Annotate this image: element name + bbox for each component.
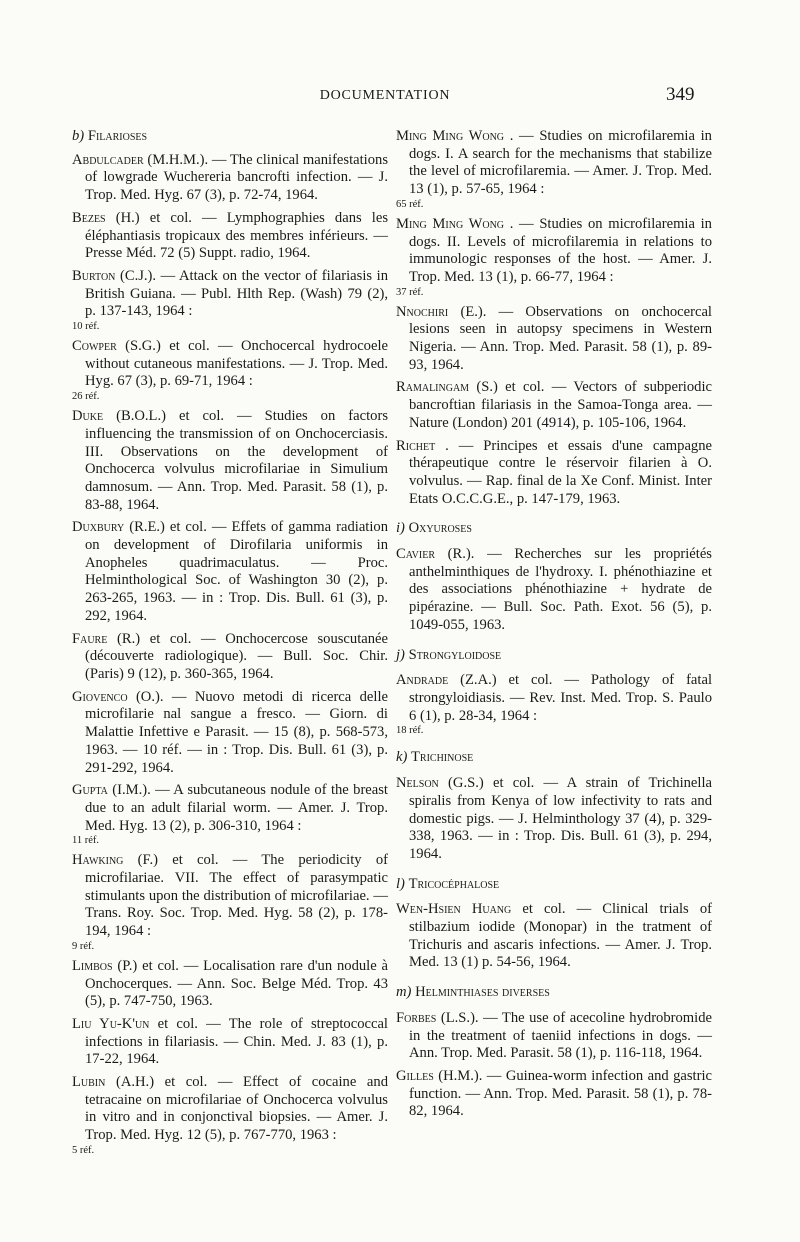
entry-text: (F.) et col. — The periodicity of microfilariae. VII. The effect of parasympatic stimulants upon the distribution of microfilariae. — Trans. Roy. Soc. Trop. Med. Hyg. 58 (2), p. 178-194, 1964 :: [85, 852, 388, 940]
entry-author: Nelson: [396, 775, 439, 792]
entry-author: Bezes: [72, 209, 106, 226]
entry-author: Lubin: [72, 1074, 106, 1091]
bibliography-entry: [396, 1068, 712, 1121]
page-header: [0, 84, 800, 112]
entry-reference-count: 18 réf.: [396, 725, 424, 737]
entry-text: (B.O.L.) et col. — Studies on factors influencing the transmission of on Onchocerciasis. III. Observations on the development of Onchocerca volvulus microfilariae in Simulium damnosum. — Ann. Trop. Med. Parasit. 58 (1), p. 83-88, 1964.: [85, 408, 388, 513]
entry-author: Gilles: [396, 1067, 434, 1084]
entry-reference-count: 11 réf.: [72, 835, 100, 847]
entry-text: (S.G.) et col. — Onchocercal hydrocoele without cutaneous manifestations. — J. Trop. Med. Hyg. 67 (3), p. 69-71, 1964 :: [85, 338, 388, 390]
entry-author: Gupta: [72, 782, 108, 799]
entry-text: (R.E.) et col. — Effets of gamma radiation on development of Dirofilaria uniformis in Anopheles quadrimaculatus. — Proc. Helminthological Soc. of Washington 30 (2), p. 263-265, 1963. — in : Trop. Dis. Bull. 61 (3), p. 292, 1964.: [85, 519, 388, 624]
bibliography-entry: [72, 1074, 388, 1157]
entry-reference-count: 9 réf.: [72, 940, 95, 952]
bibliography-entry: [72, 408, 388, 514]
section-label: k): [396, 749, 408, 766]
entry-author: Burton: [72, 267, 116, 284]
entry-author: Cavier: [396, 546, 435, 563]
entry-text: . — Studies on microfilaremia in dogs. I. A search for the mechanisms that stabilize the level of microfilaremia. — Amer. J. Trop. Med. 13 (1), p. 57-65, 1964 :: [409, 128, 712, 198]
entry-author: Richet: [396, 437, 436, 454]
bibliography-entry: [72, 958, 388, 1011]
bibliography-entry: [72, 152, 388, 205]
entry-text: (C.J.). — Attack on the vector of filariasis in British Guiana. — Publ. Hlth Rep. (Wash) 79 (2), p. 137-143, 1964 :: [85, 267, 388, 320]
page-number: 349: [666, 84, 695, 105]
entry-text: et col. — The role of streptococcal infections in filariasis. — Chin. Med. J. 83 (1), p. 17-22, 1964.: [85, 1015, 388, 1068]
entry-text: et col. — Clinical trials of stilbazium iodide (Monopar) in the tratment of Trichuris and ascaris infections. — Amer. J. Trop. Med. 13 (1) p. 54-56, 1964.: [409, 901, 712, 971]
entry-author: Ramalingam: [396, 379, 470, 396]
entry-reference-count: 10 réf.: [72, 321, 100, 333]
entry-author: Hawking: [72, 852, 124, 869]
section-label: b): [72, 128, 85, 144]
entry-text: . — Principes et essais d'une campagne thérapeutique contre le réservoir filarien à O. volvulus. — Rap. final de la Xe Conf. Minist. Inter Etats O.C.C.G.E., p. 147-179, 1963.: [409, 437, 712, 507]
entry-text: . — Studies on microfilaremia in dogs. II. Levels of microfilaremia in relations to immunologic responses of the host. — Amer. J. Trop. Med. 13 (1), p. 66-77, 1964 :: [409, 215, 712, 285]
entry-reference-count: 37 réf.: [396, 286, 424, 298]
entry-reference-count: 26 réf.: [72, 391, 100, 403]
bibliography-entry: [72, 338, 388, 403]
entry-text: (O.). — Nuovo metodi di ricerca delle microfilarie nal sangue a fresco. — Giorn. di Malattie Infettive e Parasit. — 15 (8), p. 568-573, 1963. — 10 réf. — in : Trop. Dis. Bull. 61 (3), p. 291-292, 1964.: [85, 688, 388, 776]
bibliography-entry: [396, 438, 712, 509]
entry-author: Ming Ming Wong: [396, 128, 505, 144]
section-title: Strongyloidose: [408, 646, 502, 663]
entry-text: (H.) et col. — Lymphographies dans les éléphantiasis tropicaux des membres inférieurs. — Presse Méd. 72 (5) Suppt. radio, 1964.: [85, 209, 388, 262]
right-column: [396, 128, 712, 1126]
bibliography-entry: [396, 1010, 712, 1063]
bibliography-entry: [72, 210, 388, 263]
section-heading: [396, 984, 712, 1002]
entry-text: (S.) et col. — Vectors of subperiodic bancroftian filariasis in the Samoa-Tonga area. — Nature (London) 201 (4914), p. 105-106, 1964.: [409, 379, 712, 431]
bibliography-entry: [72, 631, 388, 684]
section-heading: [396, 520, 712, 538]
section-title: Helminthiases diverses: [415, 984, 550, 1001]
entry-author: Cowper: [72, 338, 117, 355]
entry-author: Liu Yu-K'un: [72, 1015, 150, 1032]
bibliography-entry: [396, 546, 712, 635]
bibliography-entry: [396, 672, 712, 737]
entry-text: (R.). — Recherches sur les propriétés anthelminthiques de l'hydroxy. I. phénothiazine et des associations phénothiazine + hydrate de pipérazine. — Bull. Soc. Path. Exot. 56 (5), p. 1049-055, 1963.: [409, 546, 712, 633]
entry-text: (E.). — Observations on onchocercal lesions seen in autopsy specimens in Western Nigeria. — Ann. Trop. Med. Parasit. 58 (1), p. 89-93, 1964.: [409, 303, 712, 373]
bibliography-entry: [396, 775, 712, 864]
entry-author: Faure: [72, 630, 108, 647]
entry-author: Andrade: [396, 672, 449, 689]
entry-text: (G.S.) et col. — A strain of Trichinella spiralis from Kenya of low infectivity to rats and domestic pigs. — J. Helminthology 37 (4), p. 329-338, 1963. — in : Trop. Dis. Bull. 61 (3), p. 294, 1964.: [409, 775, 712, 862]
entry-text: (R.) et col. — Onchocercose souscutanée (découverte radiologique). — Bull. Soc. Chir. (Paris) 9 (12), p. 360-365, 1964.: [85, 630, 388, 682]
entry-author: Limbos: [72, 957, 113, 974]
section-heading: [396, 876, 712, 894]
bibliography-entry: [396, 216, 712, 299]
bibliography-entry: [72, 519, 388, 625]
bibliography-entry: [396, 901, 712, 972]
entry-author: Duke: [72, 408, 104, 425]
section-label: i): [396, 520, 405, 537]
section-heading: [396, 749, 712, 767]
entry-reference-count: 65 réf.: [396, 198, 424, 210]
section-title: Tricocéphalose: [408, 875, 500, 892]
entry-author: Nnochiri: [396, 303, 449, 320]
entry-author: Abdulcader: [72, 151, 144, 168]
entry-text: (Z.A.) et col. — Pathology of fatal strongyloidiasis. — Rev. Inst. Med. Trop. S. Paulo 6 (1), p. 28-34, 1964 :: [409, 672, 712, 724]
entry-author: Duxbury: [72, 519, 125, 536]
section-heading: [72, 128, 388, 146]
entry-list: [72, 152, 388, 1157]
left-column: [72, 128, 388, 1162]
bibliography-entry: [72, 1016, 388, 1069]
bibliography-entry: [72, 782, 388, 847]
entry-text: (M.H.M.). — The clinical manifestations of lowgrade Wuchereria bancrofti infection. — J. Trop. Med. Hyg. 67 (3), p. 72-74, 1964.: [85, 151, 388, 204]
section-title: Filarioses: [87, 128, 148, 144]
entry-author: Forbes: [396, 1009, 437, 1026]
section-label: j): [396, 646, 405, 663]
page-title: DOCUMENTATION: [319, 88, 451, 103]
entry-text: (L.S.). — The use of acecoline hydrobromide in the treatment of taeniid infections in dogs. — Ann. Trop. Med. Parasit. 58 (1), p. 116-118, 1964.: [409, 1009, 712, 1062]
section-title: Oxyuroses: [408, 520, 472, 537]
entry-list: [396, 128, 712, 508]
entry-text: (P.) et col. — Localisation rare d'un nodule à Onchocerques. — Ann. Soc. Belge Méd. Trop. 43 (5), p. 747-750, 1963.: [85, 957, 388, 1010]
entry-text: (H.M.). — Guinea-worm infection and gastric function. — Ann. Trop. Med. Parasit. 58 (1), p. 78-82, 1964.: [409, 1067, 713, 1120]
section-title: Trichinose: [411, 749, 474, 766]
entry-text: (I.M.). — A subcutaneous nodule of the breast due to an adult filarial worm. — Amer. J. Trop. Med. Hyg. 13 (2), p. 306-310, 1964 :: [85, 782, 388, 834]
entry-author: Ming Ming Wong: [396, 215, 505, 232]
entry-text: (A.H.) et col. — Effect of cocaine and tetracaine on microfilariae of Onchocerca volvulus in vitro and in conjonctival biopsies. — Amer. J. Trop. Med. Hyg. 12 (5), p. 767-770, 1963 :: [85, 1074, 389, 1144]
section-label: m): [396, 984, 412, 1001]
section-label: l): [396, 875, 405, 892]
entry-author: Giovenco: [72, 688, 128, 705]
section-list: [396, 520, 712, 1121]
bibliography-entry: [72, 852, 388, 953]
bibliography-entry: [396, 304, 712, 375]
bibliography-entry: [396, 379, 712, 432]
entry-reference-count: 5 réf.: [72, 1144, 95, 1156]
bibliography-entry: [72, 689, 388, 778]
entry-author: Wen-Hsien Huang: [396, 901, 512, 918]
bibliography-entry: [72, 268, 388, 333]
section-heading: [396, 647, 712, 665]
bibliography-entry: [396, 128, 712, 211]
